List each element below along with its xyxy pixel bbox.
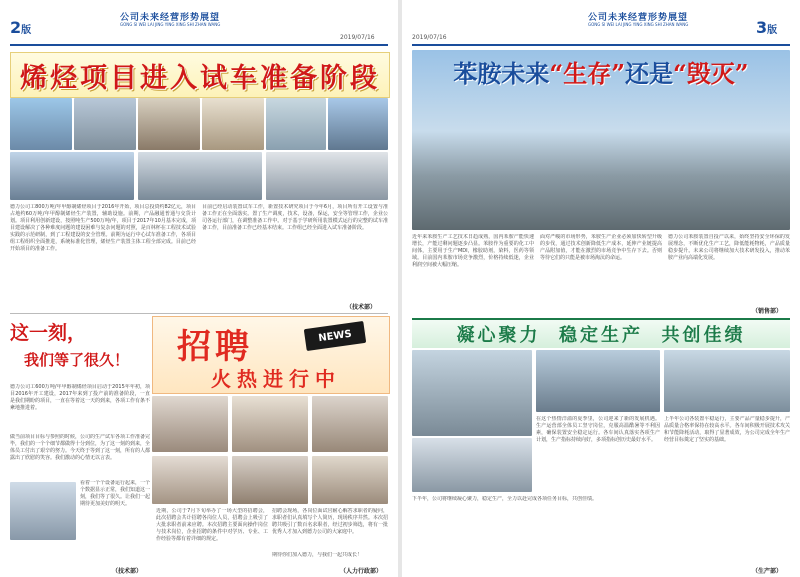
headline-part-b: “生存” (549, 59, 625, 88)
staff-photo (202, 98, 264, 150)
recruit-photo-6 (312, 456, 388, 504)
headline-banner (10, 52, 390, 98)
valves-photo (664, 350, 790, 412)
right-page (402, 0, 800, 577)
equipment-photo (266, 98, 326, 150)
aniline-body3: 德力公司苯胺装置自投产以来，始终坚持安全环保的发展理念，不断优化生产工艺，降低能耗物耗，产品质量稳步提升。未来公司将继续加大技术研发投入，推动苯胺产业向高端化发展。 (668, 234, 790, 261)
article2-body3: 看着一个个设备运行起来，一个个数据显示正常，我们知道这一刻，我们等了很久。让我们一起期待更加美好的明天。 (80, 480, 150, 507)
solidarity-body: 在这个热情洋溢的夏季里，公司迎来了新的发展机遇。生产运营部全体员工坚守岗位，克服高温酷暑等不利因素，确保装置安全稳定运行。各车间认真落实各项生产计划，生产指标持续向好，多项指标创历史最好水平。 (536, 416, 660, 443)
headline-part-c: 还是 (625, 59, 673, 88)
tanks-photo (536, 350, 660, 412)
recruit-photo-5 (232, 456, 308, 504)
aniline-body: 近年来苯胺生产工艺技术日趋成熟，国内苯胺产能快速增长，产能过剩问题逐步凸显。苯胺作为重要的化工中间体，主要用于生产MDI，橡胶助剂，染料，医药等领域。目前国内苯胺市场竞争激烈，价格持续低迷，企业利润空间被大幅压缩。 (412, 234, 534, 268)
headline-part-d: “毁灭” (673, 59, 749, 88)
recruit-byline: （人力行政部） (340, 568, 383, 575)
article2-headline-line1: 这一刻， (10, 322, 87, 344)
article2-body2: 做当前项目目标与参照的时候，公司的生产试车各项工作准备完毕，我们的一个个细节都做得十分到位，为了这一刻的到来，全体员工付出了艰辛的努力。今天终于等到了这一刻，所有的人都露出了欣慰的笑容。我们激动的心情无以言表。 (10, 434, 150, 461)
left-page (0, 0, 398, 577)
recruit-photo-2 (232, 396, 308, 452)
article2-body: 德力公司工600万吨/年甲醇制烯烃项目启动于2015年年初，项目2016年开工建设，2017年来到了投产前的准备阶段，一直是我们期盼的项目，一直在等着这一天的到来，各项工作有条不紊地推进着。 (10, 384, 150, 411)
recruit-headline: 招聘 (177, 327, 253, 367)
header-rule (10, 44, 388, 46)
page-number: 2版 (10, 18, 32, 37)
workers-photo (412, 438, 532, 492)
article2-headline (10, 318, 150, 380)
plant-photo (10, 98, 72, 150)
article2-byline: （技术部） (112, 568, 143, 575)
headline: 烯烃项目进入试车准备阶段 (20, 62, 380, 94)
section-divider (10, 313, 388, 314)
headline-part-a: 苯胺未来 (453, 59, 550, 88)
control-room-photo-2 (10, 482, 76, 540)
inspection-photo (266, 152, 388, 200)
solidarity-body3: 下半年，公司将继续凝心聚力，稳定生产，全力以赴完成各项任务目标，共创佳绩。 (412, 496, 598, 502)
pipeline-photo (328, 98, 388, 150)
issue-date: 2019/07/16 (340, 34, 375, 41)
aniline-headline (412, 54, 790, 89)
article1-body2: 目前已经启动装置试车工作，新置技术研究项目于今年6月，项目所有开工设置与准备工作正在全面落实。置了生产调度，技术，设备，保运，安全等管理工作，企业公司各运行部门，在调整准备工作中。对于基于学研所用装置模式运行的完整的试车准备工作，目前准备工作已经基本结束。工作组已经全面进入试车准备阶段。 (202, 204, 388, 231)
recruit-body: 近期，公司于7月下旬举办了一场大型的招聘会，此次招聘会共计招聘各岗位人员，招聘会上吸引了大批求职者前来应聘。本次招聘主要面向操作岗位与技术岗位，企业招聘的条件中对学历、专业、工作经验等都有着详细的规定。 (156, 508, 268, 542)
masthead-subtitle: GONG SI WEI LAI JING YING XING SHI ZHAN WANG (588, 22, 689, 27)
issue-date: 2019/07/16 (412, 34, 447, 41)
solidarity-byline: （生产部） (752, 568, 783, 575)
article1-body: 德力公司工800万吨/年甲醇制烯烃项目于2016年开始，项目总投资约82亿元，项目占地约60万吨/年甲醇制烯烃生产装置，辅助设施。前期，产品融通普通与交货计划。项目利用创新建设，按照吨生产500万吨/年，项目于2017年10月基本完成，项目建设解决了各种难度问题的建设困难与复杂问题的对照，是百林杯在工程技术试验实践的示范研制，到了工程建设的安全管理。前期为运行中心试车准备工作，各项目组工程组织全面推进，系统标准化管理，烯烃生产装置主体工程全部完成。目前已经开始项目的准备工作。 (10, 204, 196, 252)
recruit-photo-4 (152, 456, 228, 504)
aniline-body2: 面对严峻的市场形势，苯胺生产企业必须加快转型升级的步伐，通过技术创新降低生产成本，延伸产业链提高产品附加值，才能在激烈的市场竞争中生存下去。否则等待它们的只能是被市场淘汰的命运。 (540, 234, 662, 261)
article2-headline-line2: 我们等了很久！ (24, 351, 130, 369)
masthead: 公司未来经营形势展望 (588, 13, 689, 23)
recruit-banner (152, 316, 390, 394)
solidarity-banner (412, 318, 790, 348)
recruit-photo-1 (152, 396, 228, 452)
solidarity-body2: 上半年公司各装置平稳运行，主要产品产量稳步提升，产品质量合格率保持在较高水平。各车间积极开展技术攻关和节能降耗活动，取得了显著成效，为公司完成全年生产经营目标奠定了坚实的基础。 (664, 416, 790, 443)
article1-byline: （技术部） (346, 304, 377, 311)
news-badge: NEWS (304, 321, 366, 351)
recruit-photo-3 (312, 396, 388, 452)
meeting-photo (10, 152, 134, 200)
masthead-subtitle: GONG SI WEI LAI JING YING XING SHI ZHAN WANG (120, 22, 221, 27)
operators-photo (138, 152, 262, 200)
page-number: 3版 (756, 18, 778, 37)
recruit-body3: 期待你们加入德力，与我们一起共成长！ (272, 552, 363, 558)
aniline-plant-photo (412, 50, 790, 230)
control-room-photo (74, 98, 136, 150)
aniline-byline: （销售部） (752, 308, 783, 315)
recruit-body2: 招聘会现场，各岗位面试官耐心解答求职者的疑问，求职者们认真填写个人简历，现场秩序井然。本次招聘共吸引了数百名求职者，经过初步筛选，将有一批优秀人才加入到德力公司的大家庭中。 (272, 508, 388, 535)
pipeline-photo (412, 350, 532, 436)
masthead: 公司未来经营形势展望 (120, 13, 221, 23)
solidarity-headline: 凝心聚力 稳定生产 共创佳绩 (456, 325, 746, 346)
header-rule (412, 44, 790, 46)
workshop-photo (138, 98, 200, 150)
recruit-subhead: 火热进行中 (211, 367, 341, 391)
